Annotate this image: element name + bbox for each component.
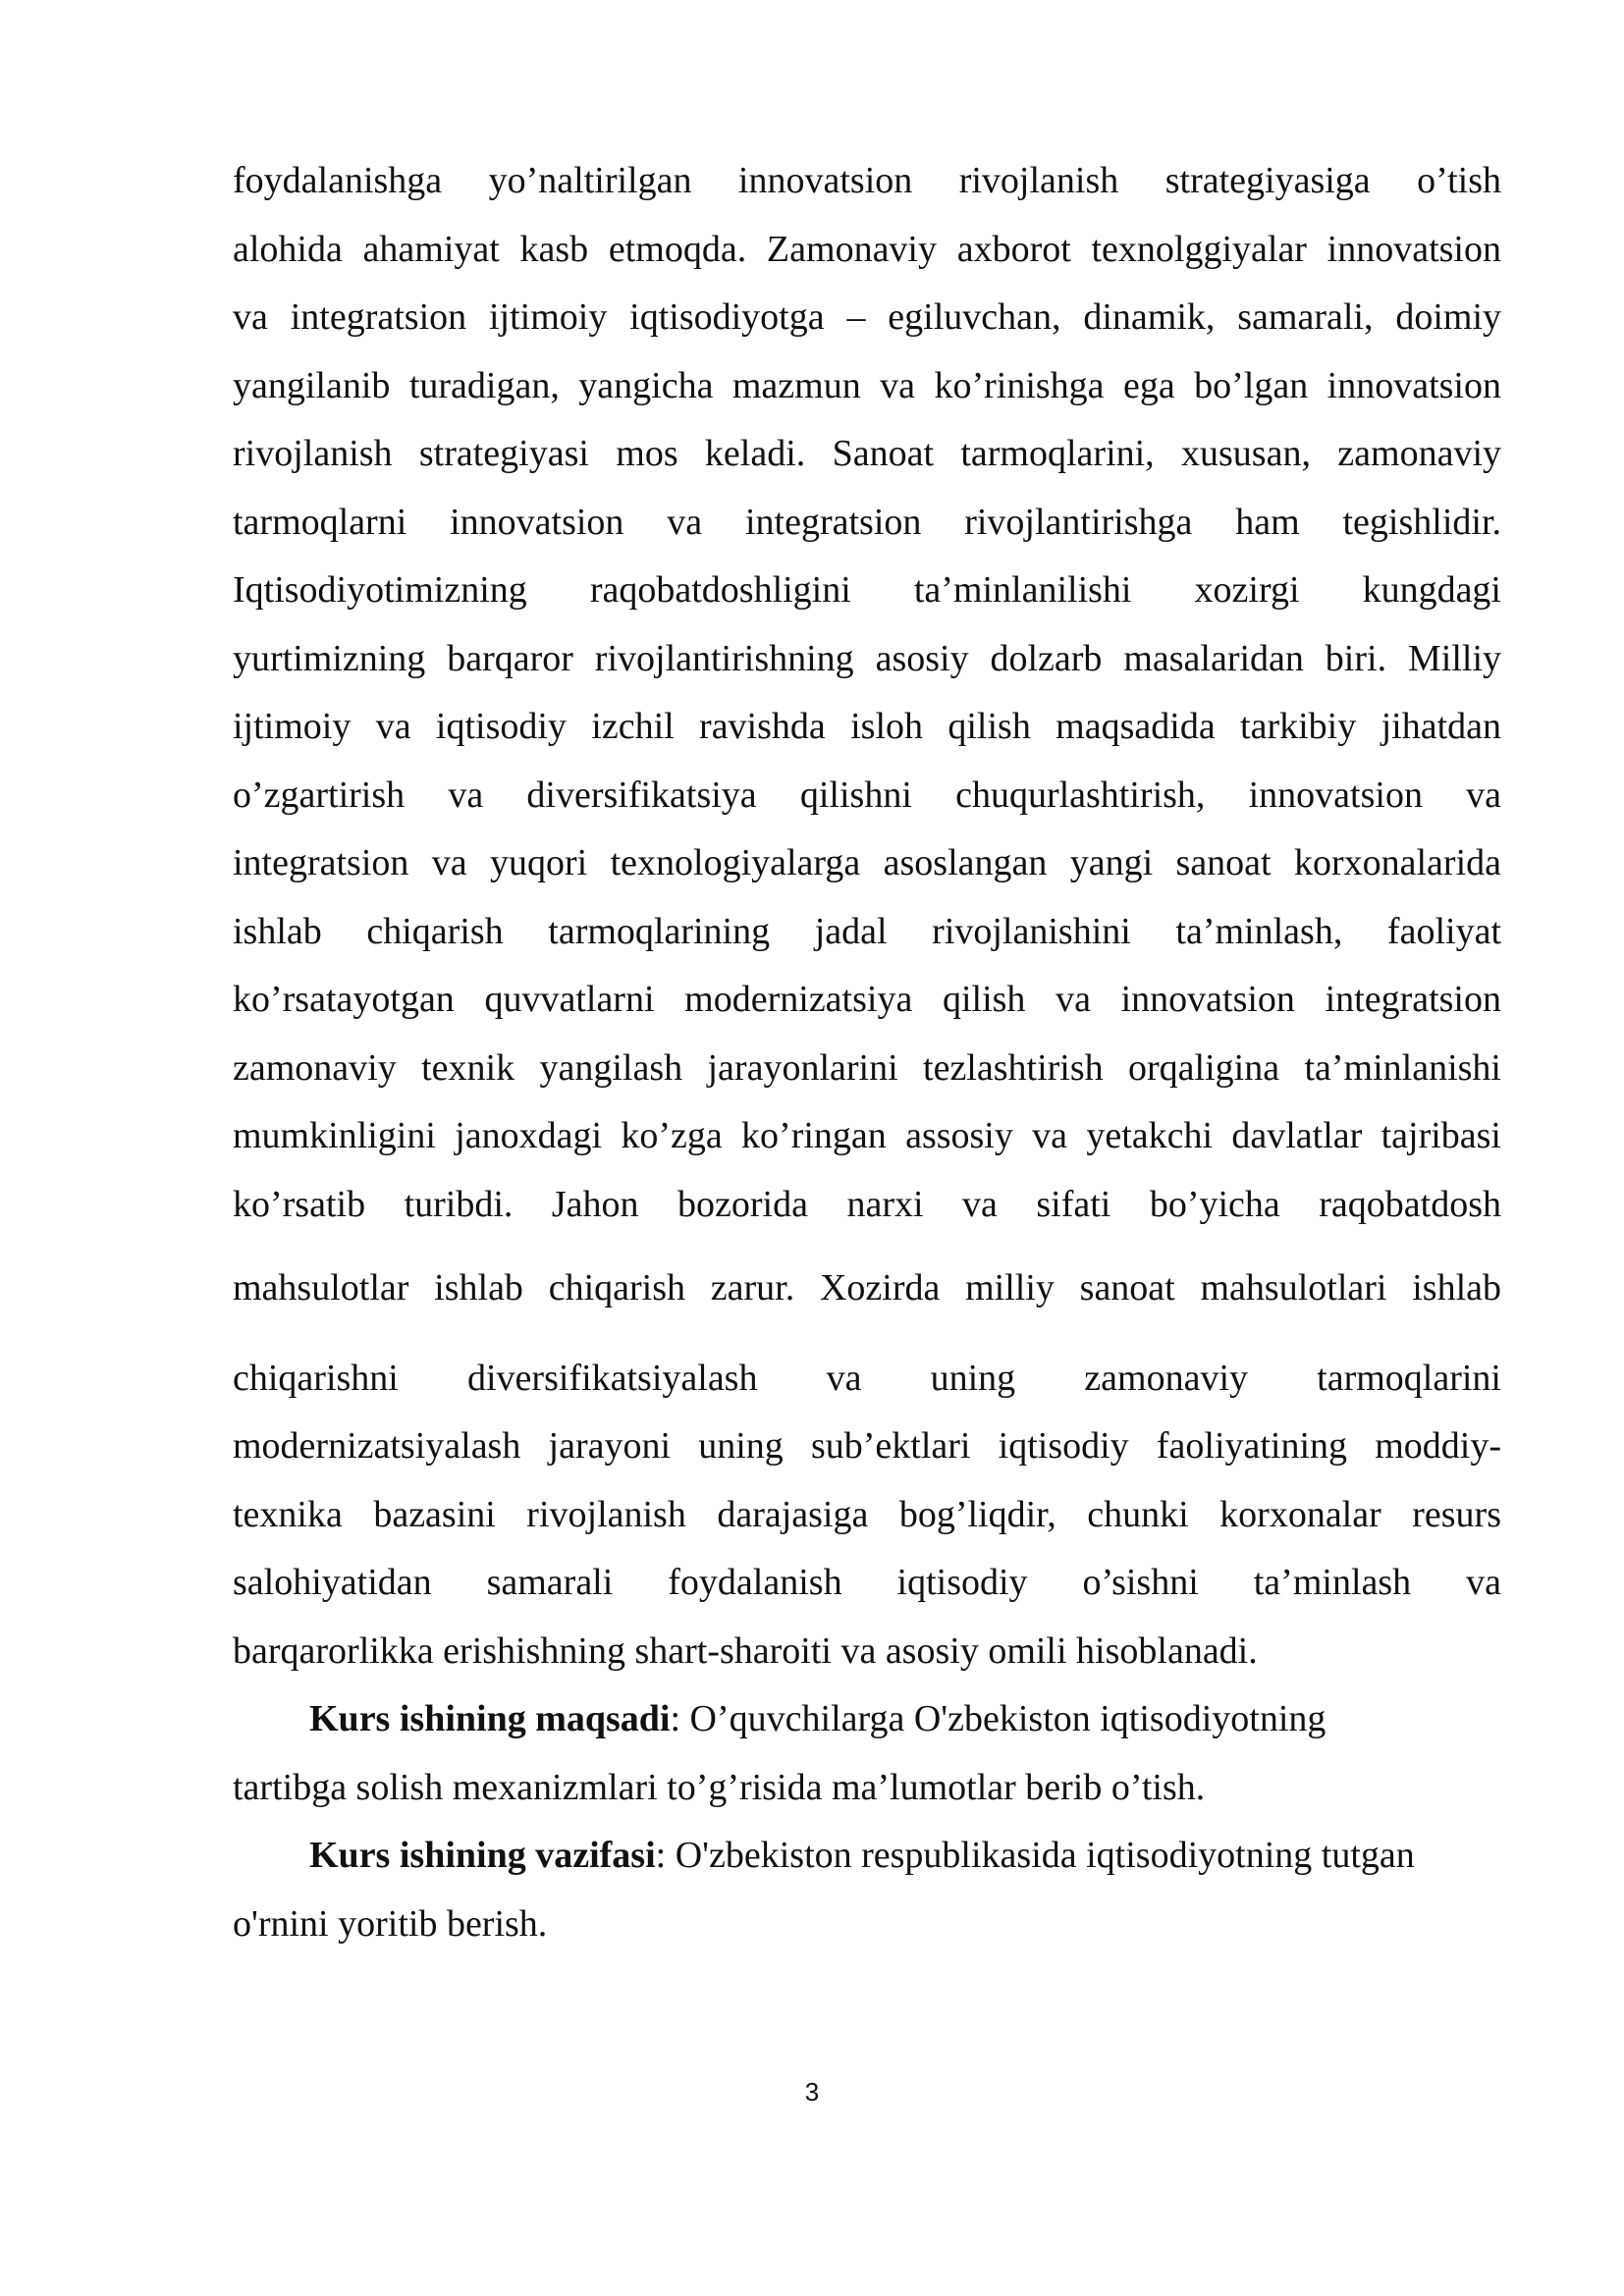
goal-line (233, 1685, 1501, 1754)
body-line: modernizatsiyalash jarayoni uning sub’ektlari iqtisodiy faoliyatining moddiy- (233, 1425, 1501, 1467)
body-line: mumkinligini janoxdagi ko’zga ko’ringan assosiy va yetakchi davlatlar tajribasi (233, 1115, 1501, 1156)
body-line: integratsion va yuqori texnologiyalarga asoslangan yangi sanoat korxonalarida (233, 842, 1501, 883)
body-line: mahsulotlar ishlab chiqarish zarur. Xozirda milliy sanoat mahsulotlari ishlab (233, 1267, 1501, 1308)
body-line: ko’rsatib turibdi. Jahon bozorida narxi va sifati bo’yicha raqobatdosh (233, 1183, 1501, 1225)
body-line: alohida ahamiyat kasb etmoqda. Zamonaviy axborot texnolggiyalar innovatsion (233, 228, 1501, 270)
body-line: salohiyatidan samarali foydalanish iqtisodiy o’sishni ta’minlash va (233, 1562, 1501, 1603)
body-line: o’zgartirish va diversifikatsiya qilishni chuqurlashtirish, innovatsion va (233, 774, 1501, 816)
body-line: chiqarishni diversifikatsiyalash va uning zamonaviy tarmoqlarini (233, 1357, 1501, 1399)
task-paragraph (233, 1822, 1501, 1958)
goal-text-start: : O’quvchilarga O'zbekiston iqtisodiyotning (670, 1698, 1326, 1739)
task-label: Kurs ishining vazifasi (309, 1835, 656, 1876)
page-number: 3 (804, 2077, 820, 2107)
body-line: foydalanishga yo’naltirilgan innovatsion rivojlanish strategiyasiga o’tish (233, 160, 1501, 201)
body-line: rivojlanish strategiyasi mos keladi. Sanoat tarmoqlarini, xususan, zamonaviy (233, 433, 1501, 474)
task-line (233, 1822, 1501, 1891)
body-line: ishlab chiqarish tarmoqlarining jadal rivojlanishini ta’minlash, faoliyat (233, 910, 1501, 952)
body-line: zamonaviy texnik yangilash jarayonlarini tezlashtirish orqaligina ta’minlanishi (233, 1046, 1501, 1089)
body-line: Iqtisodiyotimizning raqobatdoshligini ta’minlanilishi xozirgi kungdagi (233, 569, 1501, 611)
body-line: tarmoqlarni innovatsion va integratsion rivojlantirishga ham tegishlidir. (233, 501, 1501, 543)
goal-label: Kurs ishining maqsadi (309, 1698, 671, 1739)
document-page (233, 147, 1501, 1958)
body-line: ijtimoiy va iqtisodiy izchil ravishda isloh qilish maqsadida tarkibiy jihatdan (233, 706, 1501, 747)
body-line: va integratsion ijtimoiy iqtisodiyotga – egiluvchan, dinamik, samarali, doimiy (233, 296, 1501, 338)
task-text-continued: o'rnini yoritib berish. (233, 1902, 548, 1945)
goal-text-continued: tartibga solish mexanizmlari to’g’risida ma’lumotlar berib o’tish. (233, 1766, 1206, 1808)
body-line: barqarorlikka erishishning shart-sharoiti va asosiy omili hisoblanadi. (233, 1629, 1258, 1672)
task-text-start: : O'zbekiston respublikasida iqtisodiyotning tutgan (655, 1835, 1415, 1876)
body-line: ko’rsatayotgan quvvatlarni modernizatsiya qilish va innovatsion integratsion (233, 979, 1501, 1020)
goal-paragraph (233, 1685, 1501, 1822)
body-line: yurtimizning barqaror rivojlantirishning asosiy dolzarb masalaridan biri. Milliy (233, 637, 1501, 679)
body-paragraph (233, 147, 1501, 1685)
body-line: yangilanib turadigan, yangicha mazmun va ko’rinishga ega bo’lgan innovatsion (233, 364, 1501, 406)
body-line: texnika bazasini rivojlanish darajasiga bog’liqdir, chunki korxonalar resurs (233, 1493, 1501, 1535)
